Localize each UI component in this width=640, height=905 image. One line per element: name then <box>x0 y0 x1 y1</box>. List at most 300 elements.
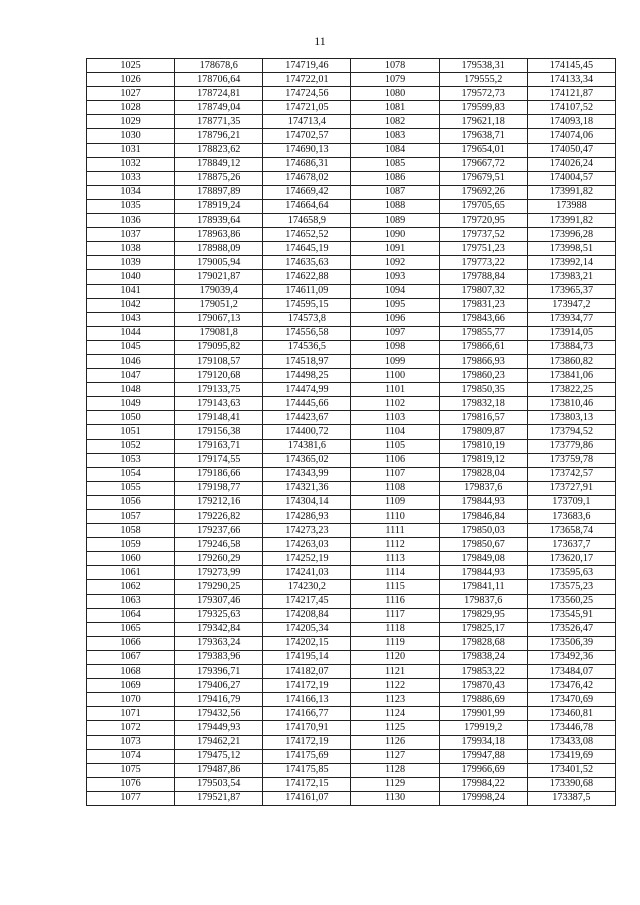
point-number-left-cell: 1031 <box>87 143 175 157</box>
point-number-left-cell: 1067 <box>87 650 175 664</box>
x-coordinate-right-cell: 179819,12 <box>439 453 527 467</box>
y-coordinate-right-cell: 174133,34 <box>527 73 615 87</box>
point-number-left-cell: 1066 <box>87 636 175 650</box>
y-coordinate-right-cell: 173996,28 <box>527 228 615 242</box>
x-coordinate-left-cell: 179174,55 <box>175 453 263 467</box>
table-row <box>87 369 616 383</box>
point-number-right-cell: 1103 <box>351 411 439 425</box>
y-coordinate-right-cell: 173914,05 <box>527 326 615 340</box>
y-coordinate-right-cell: 173860,82 <box>527 354 615 368</box>
point-number-right-cell: 1083 <box>351 129 439 143</box>
x-coordinate-right-cell: 179850,67 <box>439 538 527 552</box>
y-coordinate-right-cell: 173506,39 <box>527 636 615 650</box>
point-number-right-cell: 1123 <box>351 693 439 707</box>
point-number-right-cell: 1117 <box>351 608 439 622</box>
table-row <box>87 524 616 538</box>
table-row <box>87 777 616 791</box>
y-coordinate-left-cell: 174474,99 <box>263 383 351 397</box>
point-number-right-cell: 1110 <box>351 510 439 524</box>
table-row <box>87 622 616 636</box>
table-row <box>87 256 616 270</box>
x-coordinate-left-cell: 179521,87 <box>175 791 263 805</box>
x-coordinate-right-cell: 179998,24 <box>439 791 527 805</box>
y-coordinate-left-cell: 174172,19 <box>263 679 351 693</box>
x-coordinate-right-cell: 179538,31 <box>439 59 527 73</box>
y-coordinate-left-cell: 174445,66 <box>263 397 351 411</box>
y-coordinate-right-cell: 174074,06 <box>527 129 615 143</box>
point-number-left-cell: 1064 <box>87 608 175 622</box>
point-number-left-cell: 1052 <box>87 439 175 453</box>
point-number-right-cell: 1124 <box>351 707 439 721</box>
point-number-left-cell: 1075 <box>87 763 175 777</box>
y-coordinate-left-cell: 174182,07 <box>263 665 351 679</box>
x-coordinate-left-cell: 179487,86 <box>175 763 263 777</box>
y-coordinate-right-cell: 173484,07 <box>527 665 615 679</box>
x-coordinate-left-cell: 178796,21 <box>175 129 263 143</box>
y-coordinate-left-cell: 174217,45 <box>263 594 351 608</box>
x-coordinate-right-cell: 179850,35 <box>439 383 527 397</box>
point-number-left-cell: 1029 <box>87 115 175 129</box>
table-row <box>87 298 616 312</box>
x-coordinate-left-cell: 179198,77 <box>175 481 263 495</box>
y-coordinate-right-cell: 173759,78 <box>527 453 615 467</box>
y-coordinate-left-cell: 174205,34 <box>263 622 351 636</box>
table-row <box>87 650 616 664</box>
table-row <box>87 665 616 679</box>
x-coordinate-right-cell: 179829,95 <box>439 608 527 622</box>
y-coordinate-right-cell: 173595,63 <box>527 566 615 580</box>
y-coordinate-left-cell: 174195,14 <box>263 650 351 664</box>
y-coordinate-right-cell: 173841,06 <box>527 369 615 383</box>
point-number-left-cell: 1049 <box>87 397 175 411</box>
table-row <box>87 185 616 199</box>
y-coordinate-left-cell: 174686,31 <box>263 157 351 171</box>
x-coordinate-right-cell: 179844,93 <box>439 566 527 580</box>
point-number-left-cell: 1059 <box>87 538 175 552</box>
point-number-left-cell: 1040 <box>87 270 175 284</box>
point-number-right-cell: 1089 <box>351 214 439 228</box>
y-coordinate-left-cell: 174321,36 <box>263 481 351 495</box>
point-number-left-cell: 1076 <box>87 777 175 791</box>
y-coordinate-right-cell: 173983,21 <box>527 270 615 284</box>
y-coordinate-right-cell: 173401,52 <box>527 763 615 777</box>
table-row <box>87 552 616 566</box>
y-coordinate-right-cell: 173545,91 <box>527 608 615 622</box>
table-row <box>87 340 616 354</box>
y-coordinate-right-cell: 173810,46 <box>527 397 615 411</box>
point-number-right-cell: 1118 <box>351 622 439 636</box>
x-coordinate-right-cell: 179947,88 <box>439 749 527 763</box>
point-number-right-cell: 1112 <box>351 538 439 552</box>
point-number-left-cell: 1061 <box>87 566 175 580</box>
y-coordinate-left-cell: 174518,97 <box>263 354 351 368</box>
x-coordinate-right-cell: 179832,18 <box>439 397 527 411</box>
y-coordinate-left-cell: 174175,85 <box>263 763 351 777</box>
y-coordinate-left-cell: 174263,03 <box>263 538 351 552</box>
point-number-right-cell: 1087 <box>351 185 439 199</box>
x-coordinate-right-cell: 179810,19 <box>439 439 527 453</box>
table-row <box>87 735 616 749</box>
point-number-left-cell: 1063 <box>87 594 175 608</box>
point-number-right-cell: 1127 <box>351 749 439 763</box>
table-row <box>87 354 616 368</box>
y-coordinate-left-cell: 174202,15 <box>263 636 351 650</box>
y-coordinate-right-cell: 173658,74 <box>527 524 615 538</box>
point-number-left-cell: 1065 <box>87 622 175 636</box>
y-coordinate-right-cell: 174004,57 <box>527 171 615 185</box>
y-coordinate-right-cell: 173492,36 <box>527 650 615 664</box>
y-coordinate-left-cell: 174595,15 <box>263 298 351 312</box>
x-coordinate-left-cell: 179039,4 <box>175 284 263 298</box>
table-row <box>87 510 616 524</box>
y-coordinate-left-cell: 174536,5 <box>263 340 351 354</box>
point-number-right-cell: 1125 <box>351 721 439 735</box>
point-number-left-cell: 1053 <box>87 453 175 467</box>
point-number-left-cell: 1037 <box>87 228 175 242</box>
x-coordinate-left-cell: 179081,8 <box>175 326 263 340</box>
y-coordinate-left-cell: 174690,13 <box>263 143 351 157</box>
x-coordinate-left-cell: 179342,84 <box>175 622 263 636</box>
table-row <box>87 171 616 185</box>
x-coordinate-left-cell: 179363,24 <box>175 636 263 650</box>
x-coordinate-right-cell: 179737,52 <box>439 228 527 242</box>
x-coordinate-left-cell: 179148,41 <box>175 411 263 425</box>
y-coordinate-right-cell: 173560,25 <box>527 594 615 608</box>
point-number-right-cell: 1078 <box>351 59 439 73</box>
x-coordinate-left-cell: 179143,63 <box>175 397 263 411</box>
x-coordinate-right-cell: 179837,6 <box>439 594 527 608</box>
table-row <box>87 59 616 73</box>
x-coordinate-left-cell: 179325,63 <box>175 608 263 622</box>
y-coordinate-left-cell: 174286,93 <box>263 510 351 524</box>
y-coordinate-left-cell: 174208,84 <box>263 608 351 622</box>
table-row <box>87 439 616 453</box>
point-number-left-cell: 1027 <box>87 87 175 101</box>
point-number-right-cell: 1096 <box>351 312 439 326</box>
y-coordinate-left-cell: 174241,03 <box>263 566 351 580</box>
y-coordinate-right-cell: 173727,91 <box>527 481 615 495</box>
point-number-left-cell: 1056 <box>87 495 175 509</box>
table-row <box>87 284 616 298</box>
y-coordinate-left-cell: 174722,01 <box>263 73 351 87</box>
x-coordinate-left-cell: 179226,82 <box>175 510 263 524</box>
table-row <box>87 580 616 594</box>
table-row <box>87 707 616 721</box>
x-coordinate-left-cell: 179396,71 <box>175 665 263 679</box>
y-coordinate-right-cell: 173992,14 <box>527 256 615 270</box>
point-number-left-cell: 1045 <box>87 340 175 354</box>
x-coordinate-right-cell: 179809,87 <box>439 425 527 439</box>
point-number-right-cell: 1094 <box>351 284 439 298</box>
table-row <box>87 679 616 693</box>
point-number-right-cell: 1121 <box>351 665 439 679</box>
x-coordinate-right-cell: 179828,68 <box>439 636 527 650</box>
x-coordinate-right-cell: 179807,32 <box>439 284 527 298</box>
point-number-right-cell: 1101 <box>351 383 439 397</box>
point-number-left-cell: 1032 <box>87 157 175 171</box>
x-coordinate-left-cell: 178919,24 <box>175 199 263 213</box>
point-number-right-cell: 1092 <box>351 256 439 270</box>
x-coordinate-right-cell: 179679,51 <box>439 171 527 185</box>
point-number-left-cell: 1069 <box>87 679 175 693</box>
y-coordinate-left-cell: 174175,69 <box>263 749 351 763</box>
point-number-right-cell: 1079 <box>351 73 439 87</box>
table-row <box>87 594 616 608</box>
point-number-left-cell: 1046 <box>87 354 175 368</box>
x-coordinate-right-cell: 179934,18 <box>439 735 527 749</box>
y-coordinate-left-cell: 174423,67 <box>263 411 351 425</box>
x-coordinate-right-cell: 179667,72 <box>439 157 527 171</box>
point-number-right-cell: 1106 <box>351 453 439 467</box>
point-number-left-cell: 1035 <box>87 199 175 213</box>
y-coordinate-right-cell: 173433,08 <box>527 735 615 749</box>
x-coordinate-right-cell: 179866,61 <box>439 340 527 354</box>
table-row <box>87 608 616 622</box>
table-row <box>87 129 616 143</box>
point-number-right-cell: 1105 <box>351 439 439 453</box>
point-number-left-cell: 1071 <box>87 707 175 721</box>
point-number-right-cell: 1095 <box>351 298 439 312</box>
table-row <box>87 143 616 157</box>
point-number-right-cell: 1084 <box>351 143 439 157</box>
table-row <box>87 101 616 115</box>
x-coordinate-left-cell: 178771,35 <box>175 115 263 129</box>
y-coordinate-right-cell: 173988 <box>527 199 615 213</box>
x-coordinate-left-cell: 179449,93 <box>175 721 263 735</box>
point-number-right-cell: 1102 <box>351 397 439 411</box>
y-coordinate-right-cell: 173419,69 <box>527 749 615 763</box>
x-coordinate-right-cell: 179555,2 <box>439 73 527 87</box>
y-coordinate-left-cell: 174721,05 <box>263 101 351 115</box>
y-coordinate-right-cell: 173803,13 <box>527 411 615 425</box>
table-row <box>87 214 616 228</box>
point-number-left-cell: 1058 <box>87 524 175 538</box>
x-coordinate-left-cell: 178749,04 <box>175 101 263 115</box>
table-row <box>87 791 616 805</box>
y-coordinate-left-cell: 174658,9 <box>263 214 351 228</box>
point-number-left-cell: 1048 <box>87 383 175 397</box>
table-row <box>87 538 616 552</box>
x-coordinate-left-cell: 179095,82 <box>175 340 263 354</box>
x-coordinate-right-cell: 179841,11 <box>439 580 527 594</box>
point-number-left-cell: 1033 <box>87 171 175 185</box>
x-coordinate-left-cell: 179005,94 <box>175 256 263 270</box>
y-coordinate-left-cell: 174170,91 <box>263 721 351 735</box>
x-coordinate-right-cell: 179788,84 <box>439 270 527 284</box>
x-coordinate-right-cell: 179705,65 <box>439 199 527 213</box>
x-coordinate-left-cell: 179021,87 <box>175 270 263 284</box>
point-number-right-cell: 1090 <box>351 228 439 242</box>
point-number-left-cell: 1028 <box>87 101 175 115</box>
x-coordinate-right-cell: 179692,26 <box>439 185 527 199</box>
y-coordinate-left-cell: 174273,23 <box>263 524 351 538</box>
point-number-right-cell: 1114 <box>351 566 439 580</box>
point-number-left-cell: 1041 <box>87 284 175 298</box>
x-coordinate-right-cell: 179654,01 <box>439 143 527 157</box>
x-coordinate-right-cell: 179621,18 <box>439 115 527 129</box>
point-number-right-cell: 1116 <box>351 594 439 608</box>
x-coordinate-left-cell: 178678,6 <box>175 59 263 73</box>
y-coordinate-left-cell: 174678,02 <box>263 171 351 185</box>
x-coordinate-left-cell: 179051,2 <box>175 298 263 312</box>
table-row <box>87 566 616 580</box>
table-row <box>87 157 616 171</box>
y-coordinate-right-cell: 174121,87 <box>527 87 615 101</box>
x-coordinate-right-cell: 179831,23 <box>439 298 527 312</box>
y-coordinate-right-cell: 173390,68 <box>527 777 615 791</box>
y-coordinate-left-cell: 174400,72 <box>263 425 351 439</box>
y-coordinate-right-cell: 173991,82 <box>527 185 615 199</box>
x-coordinate-left-cell: 179067,13 <box>175 312 263 326</box>
table-row <box>87 636 616 650</box>
point-number-left-cell: 1057 <box>87 510 175 524</box>
y-coordinate-left-cell: 174664,64 <box>263 199 351 213</box>
point-number-left-cell: 1047 <box>87 369 175 383</box>
table-row <box>87 270 616 284</box>
point-number-left-cell: 1054 <box>87 467 175 481</box>
y-coordinate-right-cell: 173387,5 <box>527 791 615 805</box>
y-coordinate-right-cell: 174050,47 <box>527 143 615 157</box>
table-row <box>87 411 616 425</box>
x-coordinate-left-cell: 179120,68 <box>175 369 263 383</box>
y-coordinate-left-cell: 174573,8 <box>263 312 351 326</box>
x-coordinate-right-cell: 179870,43 <box>439 679 527 693</box>
point-number-left-cell: 1055 <box>87 481 175 495</box>
y-coordinate-left-cell: 174304,14 <box>263 495 351 509</box>
point-number-left-cell: 1025 <box>87 59 175 73</box>
point-number-right-cell: 1111 <box>351 524 439 538</box>
y-coordinate-right-cell: 174107,52 <box>527 101 615 115</box>
table-row <box>87 199 616 213</box>
y-coordinate-left-cell: 174645,19 <box>263 242 351 256</box>
point-number-left-cell: 1034 <box>87 185 175 199</box>
table-row <box>87 481 616 495</box>
point-number-right-cell: 1093 <box>351 270 439 284</box>
point-number-right-cell: 1120 <box>351 650 439 664</box>
x-coordinate-right-cell: 179855,77 <box>439 326 527 340</box>
x-coordinate-left-cell: 179406,27 <box>175 679 263 693</box>
y-coordinate-right-cell: 173779,86 <box>527 439 615 453</box>
point-number-left-cell: 1043 <box>87 312 175 326</box>
y-coordinate-right-cell: 173794,52 <box>527 425 615 439</box>
table-row <box>87 453 616 467</box>
point-number-right-cell: 1113 <box>351 552 439 566</box>
table-row <box>87 87 616 101</box>
x-coordinate-left-cell: 179383,96 <box>175 650 263 664</box>
point-number-left-cell: 1070 <box>87 693 175 707</box>
y-coordinate-left-cell: 174713,4 <box>263 115 351 129</box>
point-number-left-cell: 1074 <box>87 749 175 763</box>
x-coordinate-right-cell: 179599,83 <box>439 101 527 115</box>
x-coordinate-right-cell: 179572,73 <box>439 87 527 101</box>
y-coordinate-left-cell: 174161,07 <box>263 791 351 805</box>
y-coordinate-right-cell: 173637,7 <box>527 538 615 552</box>
point-number-right-cell: 1128 <box>351 763 439 777</box>
x-coordinate-right-cell: 179838,24 <box>439 650 527 664</box>
table-row <box>87 383 616 397</box>
y-coordinate-left-cell: 174365,02 <box>263 453 351 467</box>
x-coordinate-left-cell: 179475,12 <box>175 749 263 763</box>
y-coordinate-left-cell: 174166,77 <box>263 707 351 721</box>
y-coordinate-right-cell: 173742,57 <box>527 467 615 481</box>
x-coordinate-left-cell: 179462,21 <box>175 735 263 749</box>
y-coordinate-right-cell: 173947,2 <box>527 298 615 312</box>
y-coordinate-right-cell: 174026,24 <box>527 157 615 171</box>
y-coordinate-left-cell: 174343,99 <box>263 467 351 481</box>
x-coordinate-left-cell: 179133,75 <box>175 383 263 397</box>
y-coordinate-right-cell: 173965,37 <box>527 284 615 298</box>
x-coordinate-left-cell: 179186,66 <box>175 467 263 481</box>
point-number-right-cell: 1091 <box>351 242 439 256</box>
point-number-left-cell: 1062 <box>87 580 175 594</box>
y-coordinate-left-cell: 174172,15 <box>263 777 351 791</box>
x-coordinate-right-cell: 179773,22 <box>439 256 527 270</box>
table-row <box>87 721 616 735</box>
x-coordinate-right-cell: 179919,2 <box>439 721 527 735</box>
y-coordinate-right-cell: 173709,1 <box>527 495 615 509</box>
y-coordinate-left-cell: 174622,88 <box>263 270 351 284</box>
point-number-right-cell: 1086 <box>351 171 439 185</box>
point-number-right-cell: 1119 <box>351 636 439 650</box>
point-number-left-cell: 1042 <box>87 298 175 312</box>
x-coordinate-right-cell: 179828,04 <box>439 467 527 481</box>
x-coordinate-left-cell: 178988,09 <box>175 242 263 256</box>
y-coordinate-left-cell: 174381,6 <box>263 439 351 453</box>
table-row <box>87 495 616 509</box>
x-coordinate-right-cell: 179846,84 <box>439 510 527 524</box>
y-coordinate-right-cell: 173460,81 <box>527 707 615 721</box>
point-number-left-cell: 1038 <box>87 242 175 256</box>
y-coordinate-left-cell: 174498,25 <box>263 369 351 383</box>
x-coordinate-left-cell: 178724,81 <box>175 87 263 101</box>
x-coordinate-left-cell: 178823,62 <box>175 143 263 157</box>
y-coordinate-right-cell: 173470,69 <box>527 693 615 707</box>
x-coordinate-right-cell: 179849,08 <box>439 552 527 566</box>
point-number-left-cell: 1072 <box>87 721 175 735</box>
point-number-left-cell: 1060 <box>87 552 175 566</box>
table-row <box>87 397 616 411</box>
point-number-left-cell: 1050 <box>87 411 175 425</box>
y-coordinate-right-cell: 173934,77 <box>527 312 615 326</box>
table-row <box>87 326 616 340</box>
x-coordinate-left-cell: 179503,54 <box>175 777 263 791</box>
y-coordinate-left-cell: 174702,57 <box>263 129 351 143</box>
x-coordinate-left-cell: 178875,26 <box>175 171 263 185</box>
point-number-right-cell: 1109 <box>351 495 439 509</box>
y-coordinate-left-cell: 174166,13 <box>263 693 351 707</box>
x-coordinate-right-cell: 179901,99 <box>439 707 527 721</box>
y-coordinate-left-cell: 174611,09 <box>263 284 351 298</box>
point-number-left-cell: 1077 <box>87 791 175 805</box>
point-number-left-cell: 1026 <box>87 73 175 87</box>
y-coordinate-right-cell: 173998,51 <box>527 242 615 256</box>
x-coordinate-right-cell: 179853,22 <box>439 665 527 679</box>
table-row <box>87 73 616 87</box>
point-number-right-cell: 1085 <box>351 157 439 171</box>
x-coordinate-left-cell: 179307,46 <box>175 594 263 608</box>
y-coordinate-right-cell: 174145,45 <box>527 59 615 73</box>
x-coordinate-right-cell: 179984,22 <box>439 777 527 791</box>
x-coordinate-left-cell: 178897,89 <box>175 185 263 199</box>
point-number-right-cell: 1129 <box>351 777 439 791</box>
x-coordinate-right-cell: 179886,69 <box>439 693 527 707</box>
table-row <box>87 312 616 326</box>
point-number-left-cell: 1030 <box>87 129 175 143</box>
point-number-right-cell: 1115 <box>351 580 439 594</box>
point-number-left-cell: 1039 <box>87 256 175 270</box>
coordinates-table-body <box>87 59 616 806</box>
table-row <box>87 115 616 129</box>
